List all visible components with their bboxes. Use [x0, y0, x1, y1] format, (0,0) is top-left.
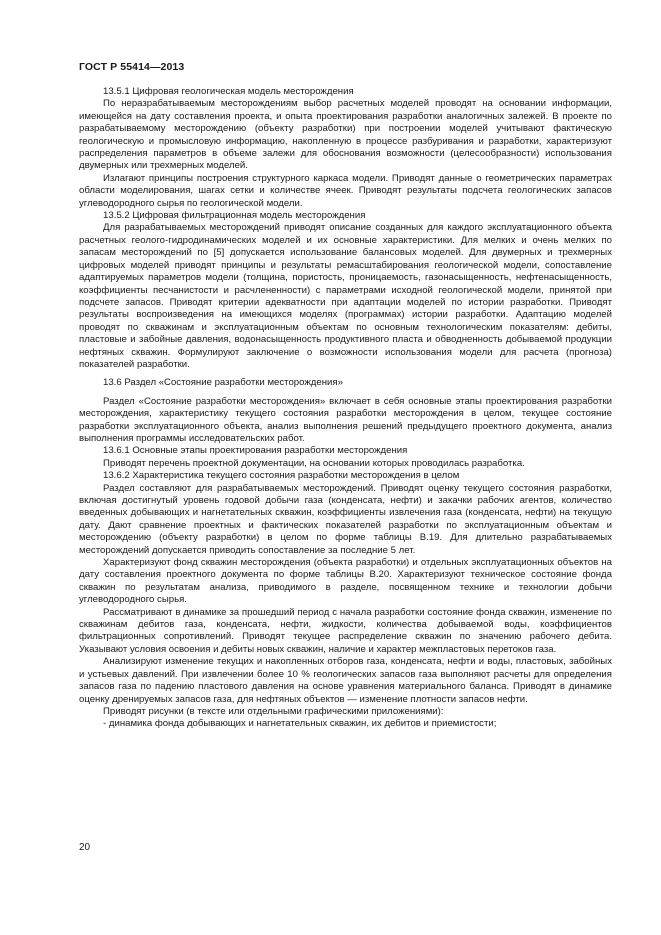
section-heading: 13.5.1 Цифровая геологическая модель месторождения	[103, 86, 354, 97]
page-number: 20	[79, 842, 91, 853]
body-paragraph: Анализируют изменение текущих и накопленных отборов газа, конденсата, нефти и воды, пластовых, забойных и устьевых давлений. При извлечении более 10 % геологических запасов газа выполняют расчеты для определения запасов газа по падению пластового давления на основе уравнения материального баланса. Приводят в динамике оценку дренируемых запасов газа, для нефтяных объектов — изменение плотности запасов нефти.	[79, 656, 612, 705]
section-heading: 13.6 Раздел «Состояние разработки месторождения»	[103, 377, 343, 389]
document-code-header: ГОСТ Р 55414—2013	[79, 61, 185, 73]
body-paragraph: Раздел «Состояние разработки месторождения» включает в себя основные этапы проектирования разработки месторождения, характеристику текущего состояния разработки месторождения в целом, текущее состояние разработки эксплуатационного объекта, анализ выполнения решений предыдущего проектного документа, анализ выполнения программы исследовательских работ.	[79, 395, 612, 444]
section-heading: 13.6.1 Основные этапы проектирования разработки месторождения	[103, 445, 408, 457]
body-paragraph: По неразрабатываемым месторождениям выбор расчетных моделей проводят на основании информации, имеющейся на дату составления проекта, и опыта проектирования разработки аналогичных залежей. В проекте по разрабатываемому месторождению (объекту разработки) при построении моделей учитывают фактическую геологическую и промысловую информацию, накопленную в процессе разбуривания и разработки, характеризуют распределения параметров в объеме залежи для обоснования возможности (целесообразности) использования двумерных или трехмерных моделей.	[79, 98, 612, 172]
body-paragraph: Для разрабатываемых месторождений приводят описание созданных для каждого эксплуатационного объекта расчетных геолого-гидродинамических моделей и их основные характеристики. Для мелких и очень мелких по запасам месторождений по [5] допускается использование балансовых моделей. Для двумерных и трехмерных цифровых моделей приводят принципы и результаты ремасштабирования геологической модели, сопоставление адаптируемых параметров модели (толщина, пористость, проницаемость, газонасыщенность, нефтенасыщенность, коэффициенты песчанистости и расчлененности) с параметрами исходной геологической модели, принятой при подсчете запасов. Приводят критерии адекватности при адаптации моделей по истории разработки. Приводят результаты воспроизведения на имеющихся моделях (программах) истории разработки. Адаптацию моделей проводят по скважинам и эксплуатационным объектам по основным технологическим показателям: дебиты, пластовые и забойные давления, водонасыщенность продуктивного пласта и обводненность добываемой продукции нефтяных скважин. Формулируют заключение о возможности использования модели для расчета (прогноза) показателей разработки.	[79, 222, 612, 370]
body-paragraph: Характеризуют фонд скважин месторождения (объекта разработки) и отдельных эксплуатационных объектов на дату составления проектного документа по форме таблицы В.20. Характеризуют техническое состояние фонда скважин по результатам анализа, приводимого в разделе, посвященном технике и технологии добычи углеводородного сырья.	[79, 557, 612, 606]
list-item: - динамика фонда добывающих и нагнетательных скважин, их дебитов и приемистости;	[103, 718, 497, 730]
document-body	[79, 86, 612, 731]
section-heading: 13.6.2 Характеристика текущего состояния разработки месторождения в целом	[103, 470, 460, 482]
body-paragraph: Излагают принципы построения структурного каркаса модели. Приводят данные о геометрических параметрах области моделирования, шагах сетки и количестве ячеек. Приводят результаты подсчета геологических запасов углеводородного сырья по геологической модели.	[79, 172, 612, 209]
section-heading: 13.5.2 Цифровая фильтрационная модель месторождения	[103, 210, 366, 222]
body-paragraph: Рассматривают в динамике за прошедший период с начала разработки состояние фонда скважин, изменение по скважинам дебитов газа, конденсата, нефти, жидкости, количества добываемой воды, коэффициентов фильтрационных сопротивлений. Приводят текущее распределение скважин по значению рабочего дебита. Указывают условия освоения и дебиты новых скважин, наличие и характер межпластовых перетоков газа.	[79, 606, 612, 655]
body-paragraph: Приводят перечень проектной документации, на основании которых проводилась разработка.	[103, 457, 525, 469]
body-paragraph: Приводят рисунки (в тексте или отдельными графическими приложениями):	[103, 705, 444, 717]
body-paragraph: Раздел составляют для разрабатываемых месторождений. Приводят оценку текущего состояния разработки, включая достигнутый уровень годовой добычи газа (конденсата, нефти) и закачки рабочих агентов, количество введенных добывающих и нагнетательных скважин, коэффициенты извлечения газа (конденсата, нефти) на текущую дату. Дают сравнение проектных и фактических показателей разработки по эксплуатационным объектам и месторождению (объекту разработки) в целом по форме таблицы В.19. Для длительно разрабатываемых месторождений допускается приводить сопоставление за последние 5 лет.	[79, 482, 612, 556]
